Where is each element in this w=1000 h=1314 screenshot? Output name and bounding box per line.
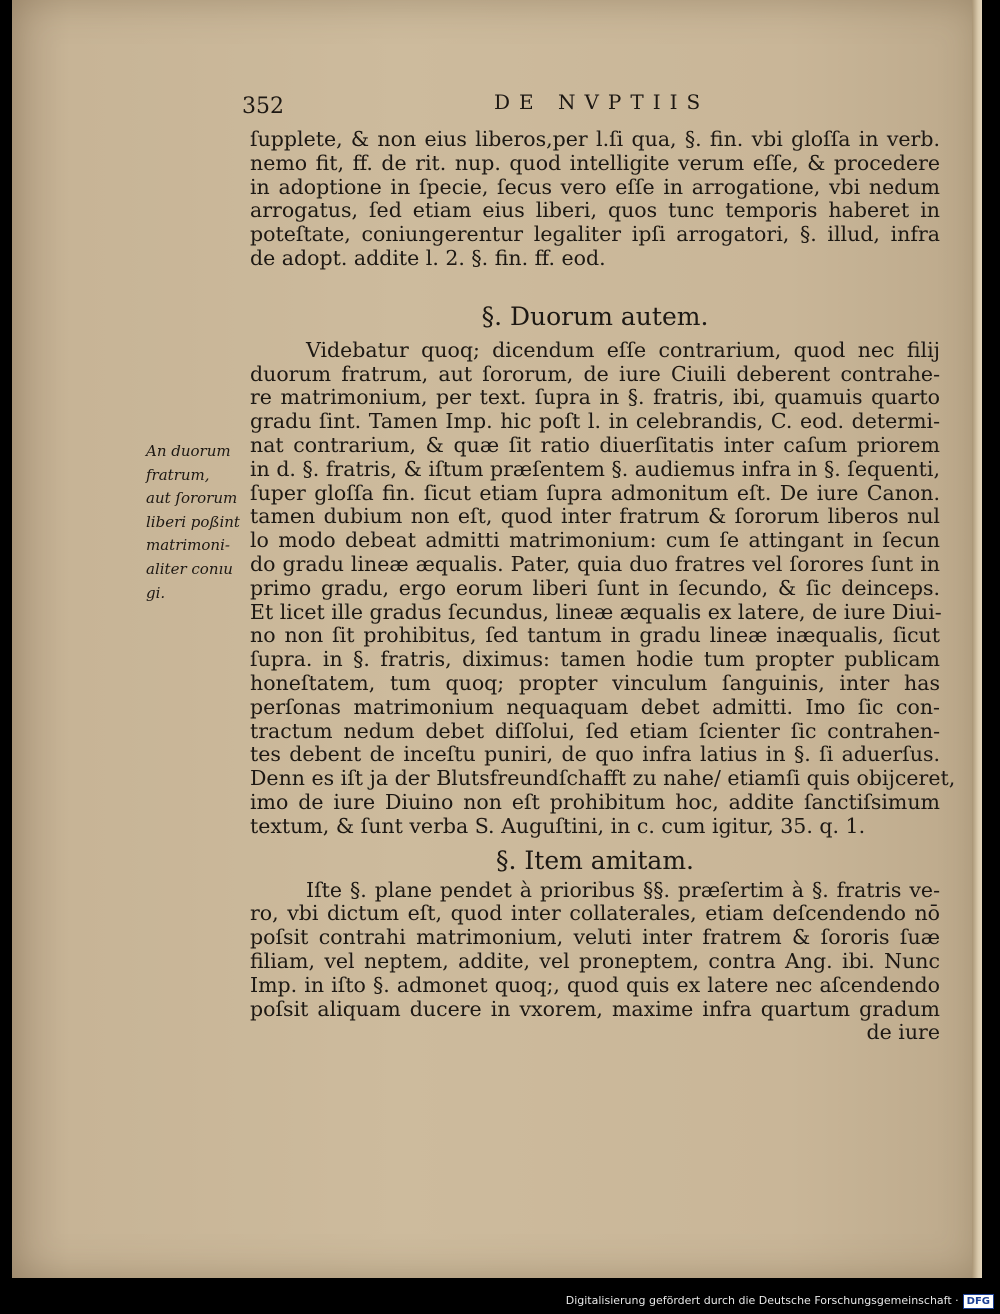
text-line: imo de iure Diuino non eſt prohibitum hoc, addite ſanctiſsimum	[250, 789, 940, 814]
margin-note-line: fratrum,	[146, 465, 210, 484]
text-line: textum, & ſunt verba S. Auguſtini, in c. cum igitur, 35. q. 1.	[250, 813, 866, 838]
margin-note-line: matrimoni-	[146, 536, 230, 555]
text-line: nemo fit, ff. de rit. nup. quod intelligite verum eſſe, & procedere	[250, 150, 940, 175]
text-line: Denn es iſt ja der Blutsfreundſchafft zu nahe/ etiamſi quis obijceret,	[250, 766, 956, 791]
text-line: poſsit aliquam ducere in vxorem, maxime infra quartum gradum	[250, 996, 940, 1021]
digitization-footer	[566, 1294, 994, 1309]
text-line: gradu ſint. Tamen Imp. hic poſt l. in celebrandis, C. eod. determi-	[250, 409, 940, 434]
text-line: filiam, vel neptem, addite, vel proneptem, contra Ang. ibi. Nunc	[250, 948, 940, 973]
footer-text: Digitalisierung gefördert durch die Deutsche Forschungsgemeinschaft ·	[565, 1294, 959, 1307]
margin-note	[146, 440, 256, 605]
text-line: in adoptione in ſpecie, ſecus vero eſſe in arrogatione, vbi nedum	[250, 174, 940, 199]
text-line: Videbatur quoq; dicendum eſſe contrarium, quod nec filij	[306, 337, 940, 362]
text-line: poſsit contrahi matrimonium, veluti inter fratrem & ſororis ſuæ	[250, 925, 940, 950]
text-line: ſupra. in §. fratris, diximus: tamen hodie tum propter publicam	[250, 647, 940, 672]
spacer	[250, 271, 940, 289]
text-line: do gradu lineæ æqualis. Pater, quia duo fratres vel ſorores ſunt in	[250, 551, 940, 576]
paragraph-2	[250, 337, 956, 839]
margin-note-line: aliter conıu	[146, 559, 233, 578]
margin-note-line: liberi poßint	[146, 512, 240, 531]
running-head: DE NVPTIIS	[494, 90, 710, 114]
margin-note-line: gi.	[146, 583, 166, 602]
text-line: primo gradu, ergo eorum liberi ſunt in ſecundo, & ſic deinceps.	[250, 575, 940, 600]
text-line: lo modo debeat admitti matrimonium: cum ſe attingant in ſecun	[250, 528, 940, 553]
page-number: 352	[242, 94, 284, 119]
dfg-logo: DFG	[963, 1294, 994, 1309]
text-line: Et licet ille gradus ſecundus, lineæ æqualis ex latere, de iure Diui-	[250, 599, 942, 624]
text-line: ſuper gloſſa fin. ſicut etiam ſupra admonitum eſt. De iure Canon.	[250, 480, 940, 505]
text-line: re matrimonium, per text. ſupra in §. fratris, ibi, quamuis quarto	[250, 385, 940, 410]
catchword: de iure	[866, 1020, 940, 1045]
page-header	[242, 86, 942, 122]
text-line: poteſtate, coniungerentur legaliter ipſi arrogatori, §. illud, infra	[250, 222, 940, 247]
body-text	[250, 127, 956, 1045]
text-line: ro, vbi dictum eſt, quod inter collaterales, etiam deſcendendo nō	[250, 901, 940, 926]
margin-note-line: aut ſororum	[146, 489, 238, 508]
text-line: tamen dubium non eſt, quod inter fratrum & ſororum liberos nul	[250, 504, 940, 529]
text-line: perſonas matrimonium nequaquam debet admitti. Imo ſic con-	[250, 694, 940, 719]
text-line: ſupplete, & non eius liberos,per l.ſi qua, §. fin. vbi gloſſa in verb.	[250, 127, 940, 151]
margin-note-line: An duorum	[146, 442, 231, 460]
page-edge	[972, 0, 982, 1278]
text-line: nat contrarium, & quæ ſit ratio diuerſitatis inter caſum priorem	[250, 432, 940, 457]
text-line: arrogatus, ſed etiam eius liberi, quos tunc temporis haberet in	[250, 198, 940, 223]
section-heading-duorum: §. Duorum autem.	[481, 301, 709, 331]
text-line: de adopt. addite l. 2. §. fin. ff. eod.	[250, 245, 606, 270]
text-line: duorum fratrum, aut ſororum, de iure Ciuili deberent contrahe-	[250, 361, 940, 386]
text-line: tes debent de inceſtu puniri, de quo infra latius in §. ſi aduerſus.	[250, 742, 940, 767]
text-line: Iſte §. plane pendet à prioribus §§. præſertim à §. fratris ve-	[306, 877, 940, 902]
text-line: in d. §. fratris, & iſtum præſentem §. audiemus infra in §. ſequenti,	[250, 456, 940, 481]
text-line: no non ſit prohibitus, ſed tantum in gradu lineæ inæqualis, ſicut	[250, 623, 940, 648]
paragraph-3	[250, 879, 940, 1046]
paragraph-1	[250, 128, 940, 271]
text-line: honeſtatem, tum quoq; propter vinculum ſanguinis, inter has	[250, 670, 940, 695]
text-line: Imp. in iſto §. admonet quoq;, quod quis ex latere nec aſcendendo	[250, 972, 940, 997]
section-heading-item-amitam: §. Item amitam.	[496, 845, 694, 875]
text-line: tractum nedum debet diſſolui, ſed etiam ſcienter ſic contrahen-	[250, 718, 940, 743]
